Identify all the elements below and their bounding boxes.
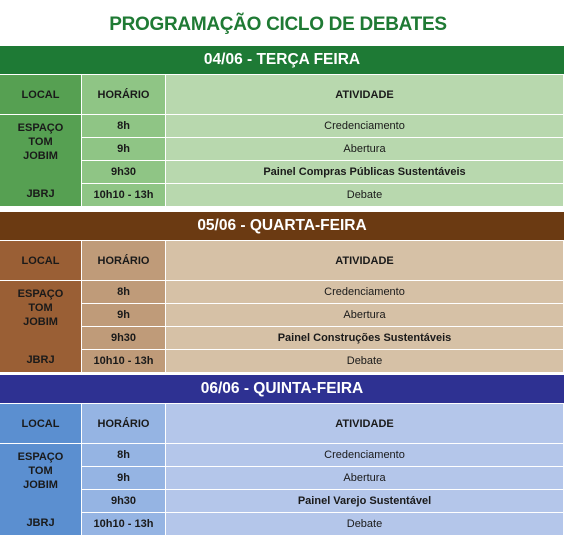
- activity-cell: Abertura: [166, 467, 564, 490]
- column-header-activity: ATIVIDADE: [166, 75, 564, 115]
- venue-line: TOM: [28, 301, 53, 314]
- schedule-table: [0, 240, 564, 373]
- time-cell: 9h: [82, 304, 166, 327]
- activity-cell: Abertura: [166, 304, 564, 327]
- day-header: 05/06 - QUARTA-FEIRA: [0, 210, 564, 240]
- column-header-activity: ATIVIDADE: [166, 241, 564, 281]
- day-header: 04/06 - TERÇA FEIRA: [0, 44, 564, 74]
- day-section-3: [0, 373, 564, 536]
- column-header-hour: HORÁRIO: [82, 75, 166, 115]
- column-header-hour: HORÁRIO: [82, 241, 166, 281]
- venue-line: TOM: [28, 135, 53, 148]
- column-header-hour: HORÁRIO: [82, 404, 166, 444]
- time-cell: 8h: [82, 444, 166, 467]
- activity-cell: Credenciamento: [166, 115, 564, 138]
- venue-line: JBRJ: [26, 516, 55, 529]
- column-header-local: LOCAL: [0, 75, 82, 115]
- column-header-activity: ATIVIDADE: [166, 404, 564, 444]
- day-header: 06/06 - QUINTA-FEIRA: [0, 373, 564, 403]
- time-cell: 8h: [82, 115, 166, 138]
- time-cell: 10h10 - 13h: [82, 184, 166, 207]
- activity-cell: Painel Construções Sustentáveis: [166, 327, 564, 350]
- day-section-2: [0, 210, 564, 373]
- time-cell: 10h10 - 13h: [82, 350, 166, 373]
- venue-cell: [0, 281, 82, 373]
- time-cell: 9h: [82, 138, 166, 161]
- time-cell: 9h30: [82, 490, 166, 513]
- activity-cell: Debate: [166, 513, 564, 536]
- time-cell: 10h10 - 13h: [82, 513, 166, 536]
- venue-line: JOBIM: [23, 149, 58, 162]
- venue-cell: [0, 444, 82, 536]
- day-section-1: [0, 44, 564, 207]
- page-title: PROGRAMAÇÃO CICLO DE DEBATES: [109, 14, 447, 35]
- activity-cell: Debate: [166, 350, 564, 373]
- activity-cell: Painel Compras Públicas Sustentáveis: [166, 161, 564, 184]
- activity-cell: Abertura: [166, 138, 564, 161]
- venue-line: JOBIM: [23, 315, 58, 328]
- activity-cell: Debate: [166, 184, 564, 207]
- time-cell: 9h30: [82, 327, 166, 350]
- venue-line: ESPAÇO: [17, 450, 64, 463]
- venue-cell: [0, 115, 82, 207]
- venue-line: JBRJ: [26, 353, 55, 366]
- venue-line: ESPAÇO: [17, 287, 64, 300]
- venue-line: JBRJ: [26, 187, 55, 200]
- schedule-table: [0, 74, 564, 207]
- venue-line: JOBIM: [23, 478, 58, 491]
- activity-cell: Credenciamento: [166, 281, 564, 304]
- schedule-table: [0, 403, 564, 536]
- venue-line: TOM: [28, 464, 53, 477]
- column-header-local: LOCAL: [0, 404, 82, 444]
- venue-line: ESPAÇO: [17, 121, 64, 134]
- time-cell: 9h: [82, 467, 166, 490]
- time-cell: 8h: [82, 281, 166, 304]
- activity-cell: Painel Varejo Sustentável: [166, 490, 564, 513]
- time-cell: 9h30: [82, 161, 166, 184]
- column-header-local: LOCAL: [0, 241, 82, 281]
- activity-cell: Credenciamento: [166, 444, 564, 467]
